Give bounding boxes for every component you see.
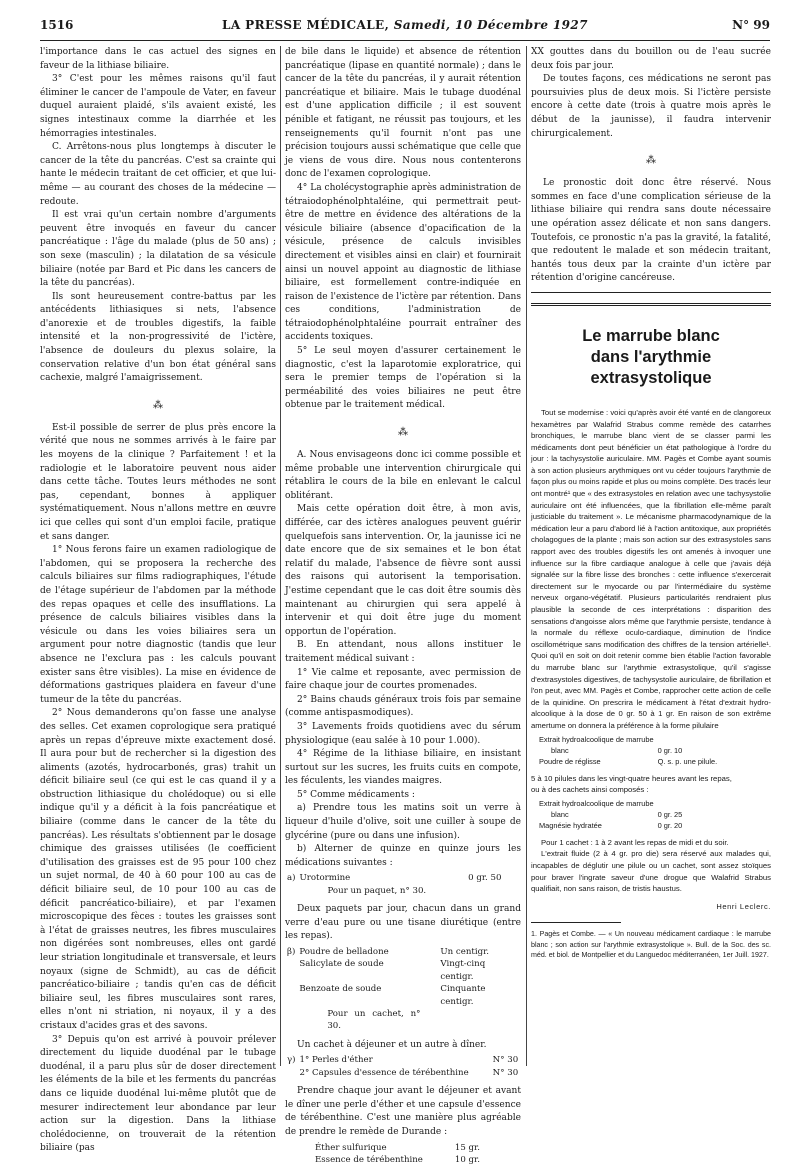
running-header: [40, 18, 770, 40]
rx-label: a): [287, 873, 296, 884]
rx-label: [285, 1008, 297, 1033]
rx-dose: Vingt-cinq centigr.: [440, 959, 486, 982]
paragraph: 2° Bains chauds généraux trois fois par semaine (comme antispasmodiques).: [285, 694, 521, 719]
paragraph: L'extrait fluide (2 à 4 gr. pro die) sera réservé aux malades qui, incapables de déglutir une pilule ou un cachet, sont assez stoïques pour braver l'ingrate saveur d'une drogue que Walafrid Strabus qualifiait, non sans raison, de tristis haustus.: [531, 849, 771, 894]
rx-item: Extrait hydroalcoolique de marrube: [539, 798, 654, 808]
paragraph: 2° Nous demanderons qu'on fasse une analyse des selles. Cet examen coprologique sera pratiqué après un repas d'épreuve mixte exactement dosé. Il aura pour but de rechercher si la digestion des aliments (azotés, hydrocarbonés, gras) trahit un déficit biliaire seul (ce qui est le cas quand il y a obstruction lithiasique du cholédoque) ou si elle indique qu'il y a déficit à la fois pancréatique et biliaire (comme dans le cancer de la tête du pancréas). Les résultats s'obtiennent par le dosage chimique des graisses utilisées (le coefficient d'utilisation des graisses est de 95 pour 100 chez un sujet normal, de 40 à 60 pour 100 au cas de déficit biliaire seul, de 10 pour 100 au cas de déficit pancréatico-biliaire), et par l'examen microscopique des fèces : toutes les graisses sont à l'état de graisses neutres, les fibres musculaires non digérées sont nombreuses, elles ont gardé leur striation longitudinale et transversale, et leurs noyaux (signe de Schmidt), au cas de déficit pancréatico-biliaire ; tandis qu'en cas de déficit biliaire seul, les fibres musculaires sont rares, elles n'ont ni striation, ni noyaux, il y a des cristaux d'acides gras et des savons.: [40, 708, 276, 1031]
paragraph: ou à des cachets ainsi composés :: [531, 785, 649, 795]
rx-dose: 0 gr. 20: [657, 820, 683, 830]
rx-item: Pour un paquet, n° 30.: [327, 885, 427, 896]
prescription-row: [313, 1142, 482, 1154]
rx-item: Magnésie hydratée: [539, 820, 602, 830]
rx-dose: [656, 798, 685, 809]
paragraph: C. Arrêtons-nous plus longtemps à discuter le cancer de la tête du pancréas. C'est sa crainte qui hante le médecin traitant de cet officier, et que lui-même — au courant des choses de la médecine — redoute.: [40, 142, 276, 207]
rx-dose: [422, 1008, 521, 1033]
rx-item: Benzoate de soude: [299, 984, 382, 995]
section-asterism: ⁂: [646, 155, 656, 167]
paragraph: Mais cette opération doit être, à mon avis, différée, car des ictères analogues peuvent guérir quelquefois sans intervention. Or, la jaunisse ici ne date encore que de six semaines et le bon état relatif du malade, l'absence de fièvre sont aussi des raisons qui autorisent la temporisation. J'estime cependant que le cas doit être soumis dès maintenant au chirurgien qui sera appelé à intervenir et qui doit être juge du moment opportun de l'opération.: [285, 504, 521, 637]
prescription-row: [537, 820, 684, 831]
paragraph: 3° Lavements froids quotidiens avec du sérum physiologique (eau salée à 10 pour 1.000).: [285, 721, 521, 746]
rx-item: Salicylate de soude: [299, 959, 384, 970]
rx-dose: 0 gr. 25: [657, 809, 683, 819]
prescription-row: [537, 734, 719, 745]
rx-item: Extrait hydroalcoolique de marrube: [539, 734, 654, 744]
rx-dose: Q. s. p. une pilule.: [657, 756, 718, 766]
rx-dose: [428, 885, 503, 897]
column-3: [531, 46, 771, 961]
paragraph: l'importance dans le cas actuel des signes en faveur de la lithiase biliaire.: [40, 47, 276, 71]
paragraph: Pour 1 cachet : 1 à 2 avant les repas de midi et du soir.: [541, 837, 729, 847]
rx-label: [285, 885, 297, 897]
prescription-row: [285, 885, 503, 897]
journal-title: [40, 18, 770, 32]
paragraph: Deux paquets par jour, chacun dans un grand verre d'eau pure ou une tisane diurétique (entre les repas).: [285, 904, 521, 942]
rx-item: Éther sulfurique: [315, 1142, 387, 1153]
journal-name: LA PRESSE MÉDICALE,: [222, 18, 394, 32]
column-divider-2: [526, 46, 527, 1066]
paragraph: 1° Nous ferons faire un examen radiologique de l'abdomen, qui se proposera la recherche des calculs biliaires sur films radiographiques, l'étude de l'étage supérieur de l'abdomen par la méthode des repas opaques et celle des insufflations. La présence de calculs biliaires visibles dans la vésicule ou dans les voies biliaires sera un argument pour notre diagnostic (tandis que leur absence ne l'exclura pas : les calculs pouvant exister sans être visibles). La mise en évidence de déformations gastriques plaidera en faveur d'une tumeur de la tête du pancréas.: [40, 545, 276, 705]
footnote: 1. Pagès et Combe. — « Un nouveau médicament cardiaque : le marrube blanc ; son action sur l'arythmie extrasystolique ». Bull. de la Soc. des sc. méd. et biol. de Montpellier et du Languedoc méditerranéen, 1er Juill. 1927.: [531, 930, 771, 960]
paragraph: b) Alterner de quinze en quinze jours les médications suivantes :: [285, 844, 521, 868]
article-title-line: dans l'arythmie extrasystolique: [590, 347, 712, 387]
rx-dose: [656, 734, 720, 745]
paragraph: de bile dans le liquide) et absence de rétention pancréatique (lipase en quantité normale) ; dans le cancer de la tête du pancréas, il y aurait rétention pancréatique et biliaire. Mais le tubage duodénal est d'une application difficile ; il est souvent pénible et fatigant, ne réussit pas toujours, et les renseignements qu'il fournit n'ont pas une précision toujours aussi schématique que celle que je viens de vous dire. Nous nous contenterons donc de l'examen coprologique.: [285, 47, 521, 180]
article-separator: [531, 292, 771, 293]
rx-item: 1° Perles d'éther: [299, 1055, 373, 1066]
rx-dose: N° 30: [492, 1067, 519, 1078]
rx-item: Urotormine: [299, 873, 351, 884]
paragraph: Un cachet à déjeuner et un autre à dîner.: [297, 1039, 487, 1050]
paragraph: B. En attendant, nous allons instituer le traitement médical suivant :: [285, 640, 521, 664]
rx-item: 2° Capsules d'essence de térébenthine: [299, 1067, 469, 1078]
paragraph: Tout se modernise : voici qu'après avoir été vanté en de clangoreux hexamètres par Walafrid Strabus comme remède des catarrhes bronchiques, le marrube blanc vient de se classer parmi les médicaments dont peut bénéficier un état pathologique à l'ordre du jour : la tachysystolie auriculaire. MM. Pagès et Combe ayant soumis à son action plusieurs arythmiques ont vu céder toujours l'arythmie de façon plus ou moins rapide et plus ou moins complète. Des tracés leur ont montré¹ que « des extrasystoles en relation avec une tachysystolie auriculaire ont été influencées, que la fibrillation elle-même paraît justiciable du traitement ». Le mécanisme pharmacodynamique de la médication leur a paru d'abord lié à l'action antitoxique, aux propriétés cholagogues de la plante ; mais son action sur des extrasystoles sans rapport avec des troubles digestifs les ont amenés à invoquer une influence sur la fibre cardiaque analogue à celle que j'avais déjà signalée sur la fibre lisse des bronches : cette influence s'exercerait directement sur le myocarde ou par l'intermédiaire du système nerveux organo-végétatif. Plusieurs particularités rendraient plus plausible la seconde de ces interprétations : disparition des sensations d'angoisse alors même que l'arythmie persiste, tendance à la normale du réflexe oculo-cardiaque, diminution de l'indice oscillométrique sans modification des chiffres de la tension artérielle¹. Quoi qu'il en soit on doit retenir comme bien établie l'action favorable du marrube blanc sur l'arythmie extrasystolique, qu'il s'agisse d'extrasystoles digestives, de tachysystolie auriculaire, de fibrillation et l'on peut, avec MM. Pagès et Combe, rapprocher cette action de celle de la quinidine. On prescrira le médicament à l'état d'extrait hydro-alcoolique à la dose de 0 gr. 50 à 1 gr. En raison de son extrême amertume on donnera la préférence à la forme pilulaire: [531, 407, 771, 730]
prescription-b: [285, 946, 521, 1033]
paragraph: Le pronostic doit donc être réservé. Nous sommes en face d'une complication sérieuse de la lithiase biliaire qui rendra sans doute nécessaire une opération assez délicate et non sans dangers. Toutefois, ce pronostic n'a pas la gravité, la fatalité, que redoutent le malade et son médecin traitant, hantés tous deux par la crainte d'un ictère par rétention d'origine cancéreuse.: [531, 178, 771, 284]
paragraph: Il est vrai qu'un certain nombre d'arguments peuvent être invoqués en faveur du cancer pancréatique : l'âge du malade (plus de 50 ans) ; son sexe (masculin) ; la dilatation de sa vésicule biliaire (notée par Bard et Pic dans les cancers de la tête du pancréas).: [40, 210, 276, 289]
prescription-row: [285, 958, 521, 983]
prescription-row: [285, 872, 503, 884]
article-separator-double: [531, 303, 771, 306]
prescription-cachet: [537, 798, 684, 831]
rx-item: Poudre de réglisse: [539, 756, 601, 766]
section-asterism: ⁂: [153, 399, 163, 411]
paragraph: Prendre chaque jour avant le déjeuner et avant le dîner une perle d'éther et une capsule d'essence de térébenthine. C'est une manière plus agréable de prendre le remède de Durande :: [285, 1086, 521, 1138]
paragraph: 5° Le seul moyen d'assurer certainement le diagnostic, c'est la laparotomie exploratrice, qui sera le premier temps de l'opération si la perméabilité des voies biliaires ne peut être obtenue par le traitement médical.: [285, 346, 521, 411]
rx-label: [285, 983, 297, 1008]
paragraph: 5° Comme médicaments :: [297, 789, 415, 800]
prescription-row: [537, 745, 719, 756]
rx-dose: 0 gr. 10: [657, 745, 683, 755]
article-body: [531, 407, 771, 961]
prescription-row: [313, 1154, 482, 1166]
paragraph: 4° Régime de la lithiase biliaire, en insistant surtout sur les sucres, les fruits cuits en compote, les féculents, les viandes maigres.: [285, 749, 521, 787]
issue-date: Samedi, 10 Décembre 1927: [393, 18, 588, 32]
paragraph: 4° La cholécystographie après administration de tétraiodophénolphtaléine, qui permettrait peut-être de mettre en évidence des altérations de la vésicule biliaire (absence d'opacification de la vésicule, présence de calculs invisibles directement et visibles ainsi en clair) et fournirait ainsi un nouvel appoint au diagnostic de lithiase biliaire, est formellement contre-indiquée en raison de l'existence de l'ictère par rétention. Dans ces conditions, l'administration de tétraiodophénolphtaléine pourrait entraîner des accidents toxiques.: [285, 182, 521, 343]
paragraph: 3° Depuis qu'on est arrivé à pouvoir prélever directement du liquide duodénal par le tubage duodénal, il a paru plus sûr de doser directement les éléments de la bile et les ferments du pancréas dans ce liquide duodénal lui-même plutôt que de mesurer indirectement leur abondance par leur action sur la digestion. Dans la lithiase cholédocienne, on trouverait de la rétention biliaire (pas: [40, 1034, 276, 1154]
prescription-a: [285, 872, 503, 897]
rx-item: Poudre de belladone: [299, 947, 389, 958]
article-title-line: Le marrube blanc: [582, 326, 720, 345]
rx-label: γ): [287, 1055, 296, 1066]
paragraph: 3° C'est pour les mêmes raisons qu'il faut éliminer le cancer de l'ampoule de Vater, en faveur duquel auraient plaidé, s'ils avaient existé, les signes intestinaux comme la diarrhée et les hémorragies intestinales.: [40, 74, 276, 139]
rx-label: β): [287, 947, 296, 958]
column-divider-1: [280, 46, 281, 1066]
prescription-row: [285, 1067, 520, 1079]
prescription-row: [537, 756, 719, 767]
column-2: [285, 46, 521, 1172]
paragraph: 5 à 10 pilules dans les vingt-quatre heures avant les repas,: [531, 773, 732, 783]
page-number: 1516: [40, 18, 74, 32]
paragraph: A. Nous envisageons donc ici comme possible et même probable une intervention chirurgicale qui rétablira le cours de la bile en enlevant le calcul oblitérant.: [285, 450, 521, 501]
author-signature: Henri Leclerc.: [716, 901, 771, 911]
prescription-row: [285, 1008, 521, 1033]
prescription-pill: [537, 734, 719, 767]
paragraph: Est-il possible de serrer de plus près encore la vérité que nous ne sommes arrivés à le faire par les moyens de la clinique ? Parfaitement ! et la radiologie et le laboratoire peuvent nous aider dans cette tâche. Toutes leurs méthodes ne sont pas, cependant, bonnes à appliquer systématiquement. Nous n'allons mettre en œuvre ici que celles qui sont d'un emploi facile, pratique et sans danger.: [40, 422, 276, 542]
paragraph: XX gouttes dans du bouillon ou de l'eau sucrée deux fois par jour.: [531, 47, 771, 71]
prescription-row: [537, 809, 684, 820]
prescription-d: [313, 1142, 482, 1167]
prescription-row: [285, 1054, 520, 1066]
footnote-rule: [531, 922, 621, 923]
prescription-row: [285, 983, 521, 1008]
rx-dose: 10 gr.: [454, 1155, 480, 1166]
rx-dose: Un centigr.: [440, 947, 489, 958]
rx-dose: N° 30: [492, 1055, 519, 1066]
rx-label: [285, 958, 297, 983]
rx-dose: Cinquante centigr.: [440, 984, 486, 1007]
article-title: [531, 326, 771, 389]
paragraph: De toutes façons, ces médications ne seront pas poursuivies plus de deux mois. Si l'ictère persiste encore à cette date (trois à quatre mois après le début de la jaunisse), il faudra intervenir chirurgicalement.: [531, 74, 771, 139]
rx-label: [285, 1067, 298, 1079]
rx-dose: 0 gr. 50: [468, 873, 502, 884]
rx-item: blanc: [551, 745, 569, 755]
prescription-row: [285, 946, 521, 958]
section-asterism: ⁂: [398, 427, 408, 439]
paragraph: a) Prendre tous les matins soit un verre à liqueur d'huile d'olive, soit une cuiller à soupe de glycérine (pure ou dans une infusion).: [285, 803, 521, 841]
prescription-c: [285, 1054, 520, 1079]
rx-dose: 15 gr.: [454, 1142, 480, 1153]
paragraph: 1° Vie calme et reposante, avec permission de faire chaque jour de courtes promenades.: [285, 667, 521, 692]
paragraph: Ils sont heureusement contre-battus par les antécédents lithiasiques si nets, l'absence d'anorexie et de troubles digestifs, la faible intensité et la non-progressivité de l'ictère, l'absence de douleurs du plexus solaire, la conservation relative d'un bon état général sans cachexie, malgré l'amaigrissement.: [40, 291, 276, 384]
prescription-row: [537, 798, 684, 809]
column-1: [40, 46, 276, 1156]
rx-item: blanc: [551, 809, 569, 819]
rx-item: Essence de térébenthine: [315, 1155, 423, 1166]
header-rule: [40, 40, 770, 41]
issue-number: N° 99: [732, 18, 770, 32]
rx-item: Pour un cachet, n° 30.: [327, 1009, 421, 1032]
